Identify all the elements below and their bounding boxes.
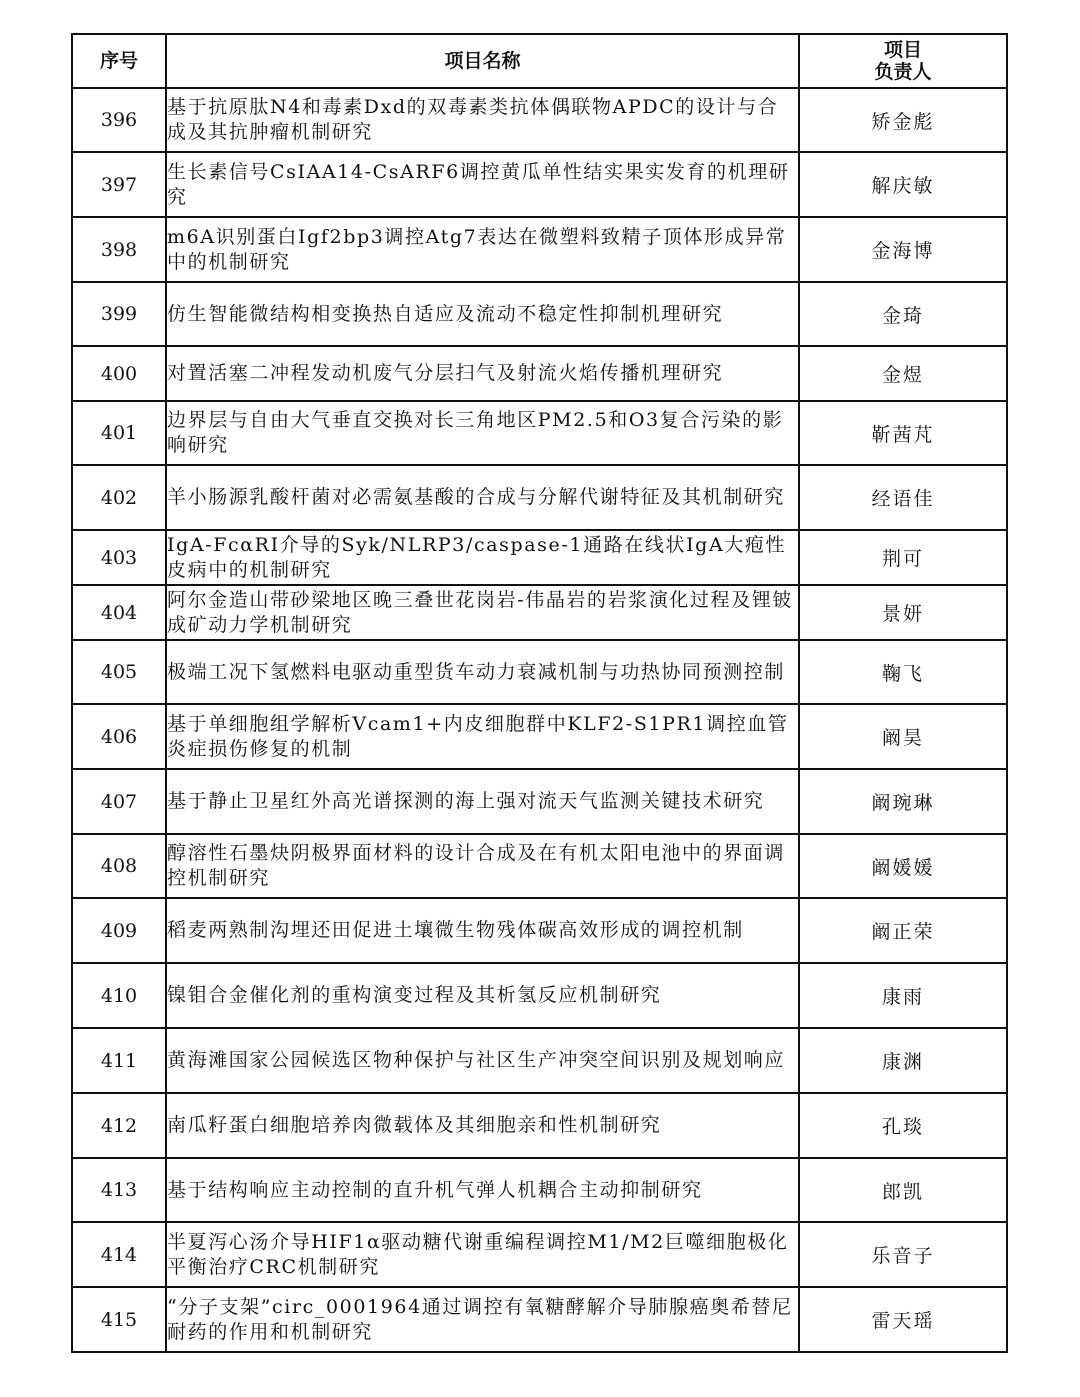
project-title: 仿生智能微结构相变换热自适应及流动不稳定性抑制机理研究 <box>166 282 799 346</box>
row-number: 412 <box>72 1093 166 1158</box>
project-title: 基于单细胞组学解析Vcam1+内皮细胞群中KLF2-S1PR1调控血管炎症损伤修复的机制 <box>166 704 799 769</box>
row-number: 404 <box>72 585 166 640</box>
header-leader-line2: 负责人 <box>874 61 932 83</box>
project-title: “分子支架”circ_0001964通过调控有氧糖酵解介导肺腺癌奥希替尼耐药的作用和机制研究 <box>166 1287 799 1352</box>
row-number: 406 <box>72 704 166 769</box>
project-title: 黄海滩国家公园候选区物种保护与社区生产冲突空间识别及规划响应 <box>166 1028 799 1093</box>
row-number: 410 <box>72 963 166 1028</box>
table-row <box>72 465 1007 530</box>
project-title: 基于结构响应主动控制的直升机气弹人机耦合主动抑制研究 <box>166 1158 799 1222</box>
project-title: 对置活塞二冲程发动机废气分层扫气及射流火焰传播机理研究 <box>166 346 799 401</box>
project-leader: 郎凯 <box>799 1158 1007 1222</box>
row-number: 397 <box>72 152 166 217</box>
project-leader: 鞠飞 <box>799 640 1007 704</box>
row-number: 405 <box>72 640 166 704</box>
project-table <box>71 33 1008 1353</box>
table-row <box>72 769 1007 834</box>
project-leader: 矫金彪 <box>799 88 1007 152</box>
project-title: 羊小肠源乳酸杆菌对必需氨基酸的合成与分解代谢特征及其机制研究 <box>166 465 799 530</box>
project-title: IgA-FcαRI介导的Syk/NLRP3/caspase-1通路在线状IgA大疱性皮病中的机制研究 <box>166 530 799 585</box>
project-leader: 康渊 <box>799 1028 1007 1093</box>
table-row <box>72 834 1007 898</box>
row-number: 399 <box>72 282 166 346</box>
project-title: 生长素信号CsIAA14-CsARF6调控黄瓜单性结实果实发育的机理研究 <box>166 152 799 217</box>
table-row <box>72 898 1007 963</box>
project-title: 半夏泻心汤介导HIF1α驱动糖代谢重编程调控M1/M2巨噬细胞极化平衡治疗CRC机制研究 <box>166 1222 799 1287</box>
project-leader: 阚昊 <box>799 704 1007 769</box>
table-row <box>72 282 1007 346</box>
project-title: 南瓜籽蛋白细胞培养肉微载体及其细胞亲和性机制研究 <box>166 1093 799 1158</box>
table-row <box>72 401 1007 465</box>
row-number: 415 <box>72 1287 166 1352</box>
project-leader: 荆可 <box>799 530 1007 585</box>
row-number: 403 <box>72 530 166 585</box>
table-row <box>72 346 1007 401</box>
project-leader: 金琦 <box>799 282 1007 346</box>
row-number: 400 <box>72 346 166 401</box>
project-title: 镍钼合金催化剂的重构演变过程及其析氢反应机制研究 <box>166 963 799 1028</box>
project-title: 极端工况下氢燃料电驱动重型货车动力衰减机制与功热协同预测控制 <box>166 640 799 704</box>
project-title: 基于抗原肽N4和毒素Dxd的双毒素类抗体偶联物APDC的设计与合成及其抗肿瘤机制研究 <box>166 88 799 152</box>
row-number: 408 <box>72 834 166 898</box>
header-project-name: 项目名称 <box>166 34 799 88</box>
project-leader: 阚正荣 <box>799 898 1007 963</box>
row-number: 411 <box>72 1028 166 1093</box>
row-number: 401 <box>72 401 166 465</box>
project-leader: 解庆敏 <box>799 152 1007 217</box>
project-leader: 靳茜芃 <box>799 401 1007 465</box>
row-number: 407 <box>72 769 166 834</box>
table-row <box>72 1028 1007 1093</box>
table-row <box>72 217 1007 282</box>
header-serial-number: 序号 <box>72 34 166 88</box>
row-number: 396 <box>72 88 166 152</box>
project-leader: 雷天瑶 <box>799 1287 1007 1352</box>
project-title: 醇溶性石墨炔阴极界面材料的设计合成及在有机太阳电池中的界面调控机制研究 <box>166 834 799 898</box>
row-number: 414 <box>72 1222 166 1287</box>
row-number: 409 <box>72 898 166 963</box>
row-number: 398 <box>72 217 166 282</box>
table-row <box>72 585 1007 640</box>
table-row <box>72 963 1007 1028</box>
header-row <box>72 34 1007 88</box>
table-row <box>72 704 1007 769</box>
project-title: m6A识别蛋白Igf2bp3调控Atg7表达在微塑料致精子顶体形成异常中的机制研究 <box>166 217 799 282</box>
row-number: 413 <box>72 1158 166 1222</box>
table-row <box>72 1093 1007 1158</box>
project-leader: 阚媛媛 <box>799 834 1007 898</box>
project-title: 稻麦两熟制沟埋还田促进土壤微生物残体碳高效形成的调控机制 <box>166 898 799 963</box>
table-row <box>72 88 1007 152</box>
row-number: 402 <box>72 465 166 530</box>
project-leader: 阚琬琳 <box>799 769 1007 834</box>
table-row <box>72 1287 1007 1352</box>
table-row <box>72 1222 1007 1287</box>
table-row <box>72 152 1007 217</box>
project-title: 阿尔金造山带砂梁地区晚三叠世花岗岩-伟晶岩的岩浆演化过程及锂铍成矿动力学机制研究 <box>166 585 799 640</box>
project-title: 边界层与自由大气垂直交换对长三角地区PM2.5和O3复合污染的影响研究 <box>166 401 799 465</box>
project-leader: 康雨 <box>799 963 1007 1028</box>
project-leader: 金海博 <box>799 217 1007 282</box>
project-leader: 景妍 <box>799 585 1007 640</box>
header-leader-line1: 项目 <box>883 39 922 61</box>
project-leader: 乐音子 <box>799 1222 1007 1287</box>
table-row <box>72 530 1007 585</box>
header-project-leader <box>799 34 1007 88</box>
table-row <box>72 640 1007 704</box>
project-title: 基于静止卫星红外高光谱探测的海上强对流天气监测关键技术研究 <box>166 769 799 834</box>
project-leader: 孔琰 <box>799 1093 1007 1158</box>
project-leader: 经语佳 <box>799 465 1007 530</box>
project-leader: 金煜 <box>799 346 1007 401</box>
table-row <box>72 1158 1007 1222</box>
